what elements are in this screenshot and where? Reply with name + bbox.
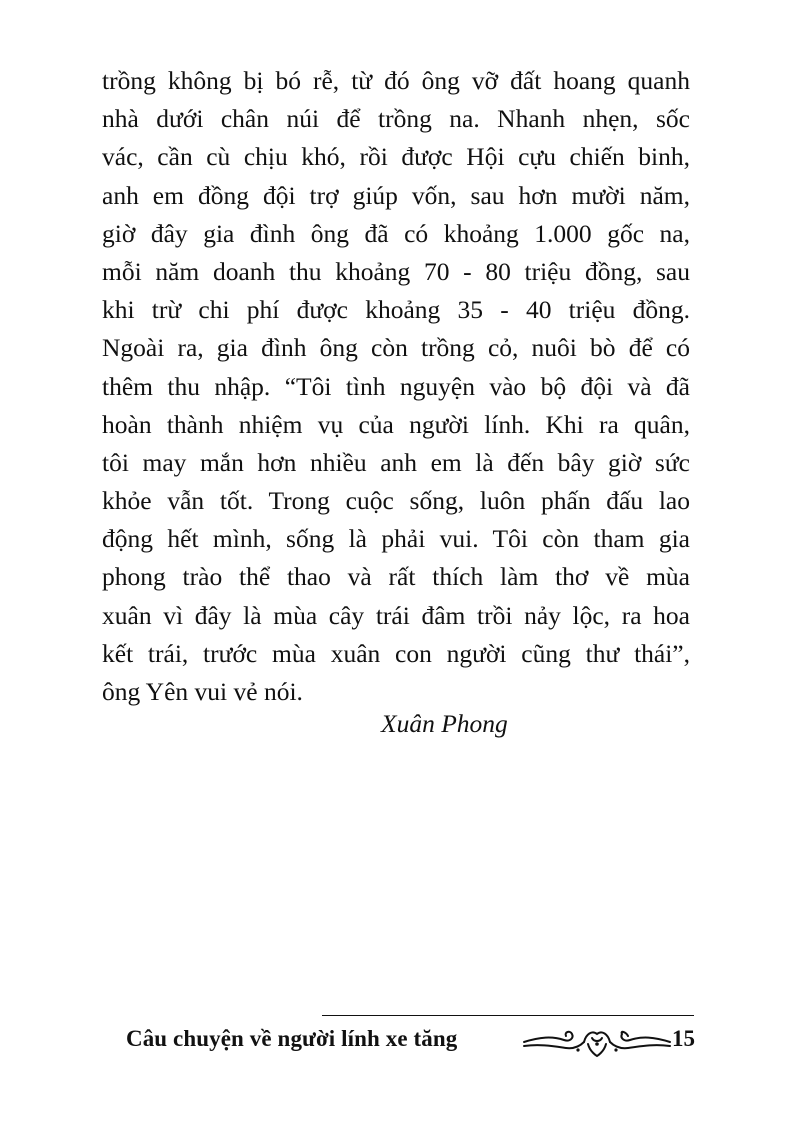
footer-divider xyxy=(322,1015,694,1016)
book-title: Câu chuyện về người lính xe tăng xyxy=(126,1026,458,1051)
text-line: mỗi năm doanh thu khoảng 70 - 80 triệu đồng, sau xyxy=(102,256,690,286)
text-line: khỏe vẫn tốt. Trong cuộc sống, luôn phấn đấu lao xyxy=(102,486,690,516)
text-line: phong trào thể thao và rất thích làm thơ về mùa xyxy=(102,562,690,592)
page-number: 15 xyxy=(672,1026,695,1051)
body-text xyxy=(102,62,690,711)
text-line: vác, cần cù chịu khó, rồi được Hội cựu chiến binh, xyxy=(102,142,690,172)
text-line: nhà dưới chân núi để trồng na. Nhanh nhẹn, sốc xyxy=(102,104,690,134)
text-line: kết trái, trước mùa xuân con người cũng thư thái”, xyxy=(102,638,690,668)
text-line: tôi may mắn hơn nhiều anh em là đến bây giờ sức xyxy=(102,447,690,477)
text-line: động hết mình, sống là phải vui. Tôi còn tham gia xyxy=(102,524,690,554)
text-line: trồng không bị bó rễ, từ đó ông vỡ đất hoang quanh xyxy=(102,66,690,95)
page-footer xyxy=(126,1022,696,1062)
text-line: khi trừ chi phí được khoảng 35 - 40 triệu đồng. xyxy=(102,295,690,325)
text-line: hoàn thành nhiệm vụ của người lính. Khi ra quân, xyxy=(102,409,690,439)
text-line: giờ đây gia đình ông đã có khoảng 1.000 gốc na, xyxy=(102,218,690,248)
text-line: thêm thu nhập. “Tôi tình nguyện vào bộ đội và đã xyxy=(102,371,690,401)
author-signature: Xuân Phong xyxy=(381,709,508,738)
text-line: anh em đồng đội trợ giúp vốn, sau hơn mười năm, xyxy=(102,180,690,210)
text-line: ông Yên vui vẻ nói. xyxy=(102,677,303,706)
text-line: Ngoài ra, gia đình ông còn trồng cỏ, nuôi bò để có xyxy=(102,333,690,363)
scroll-flourish-icon xyxy=(522,1024,672,1060)
text-line: xuân vì đây là mùa cây trái đâm trồi nảy lộc, ra hoa xyxy=(102,600,690,630)
